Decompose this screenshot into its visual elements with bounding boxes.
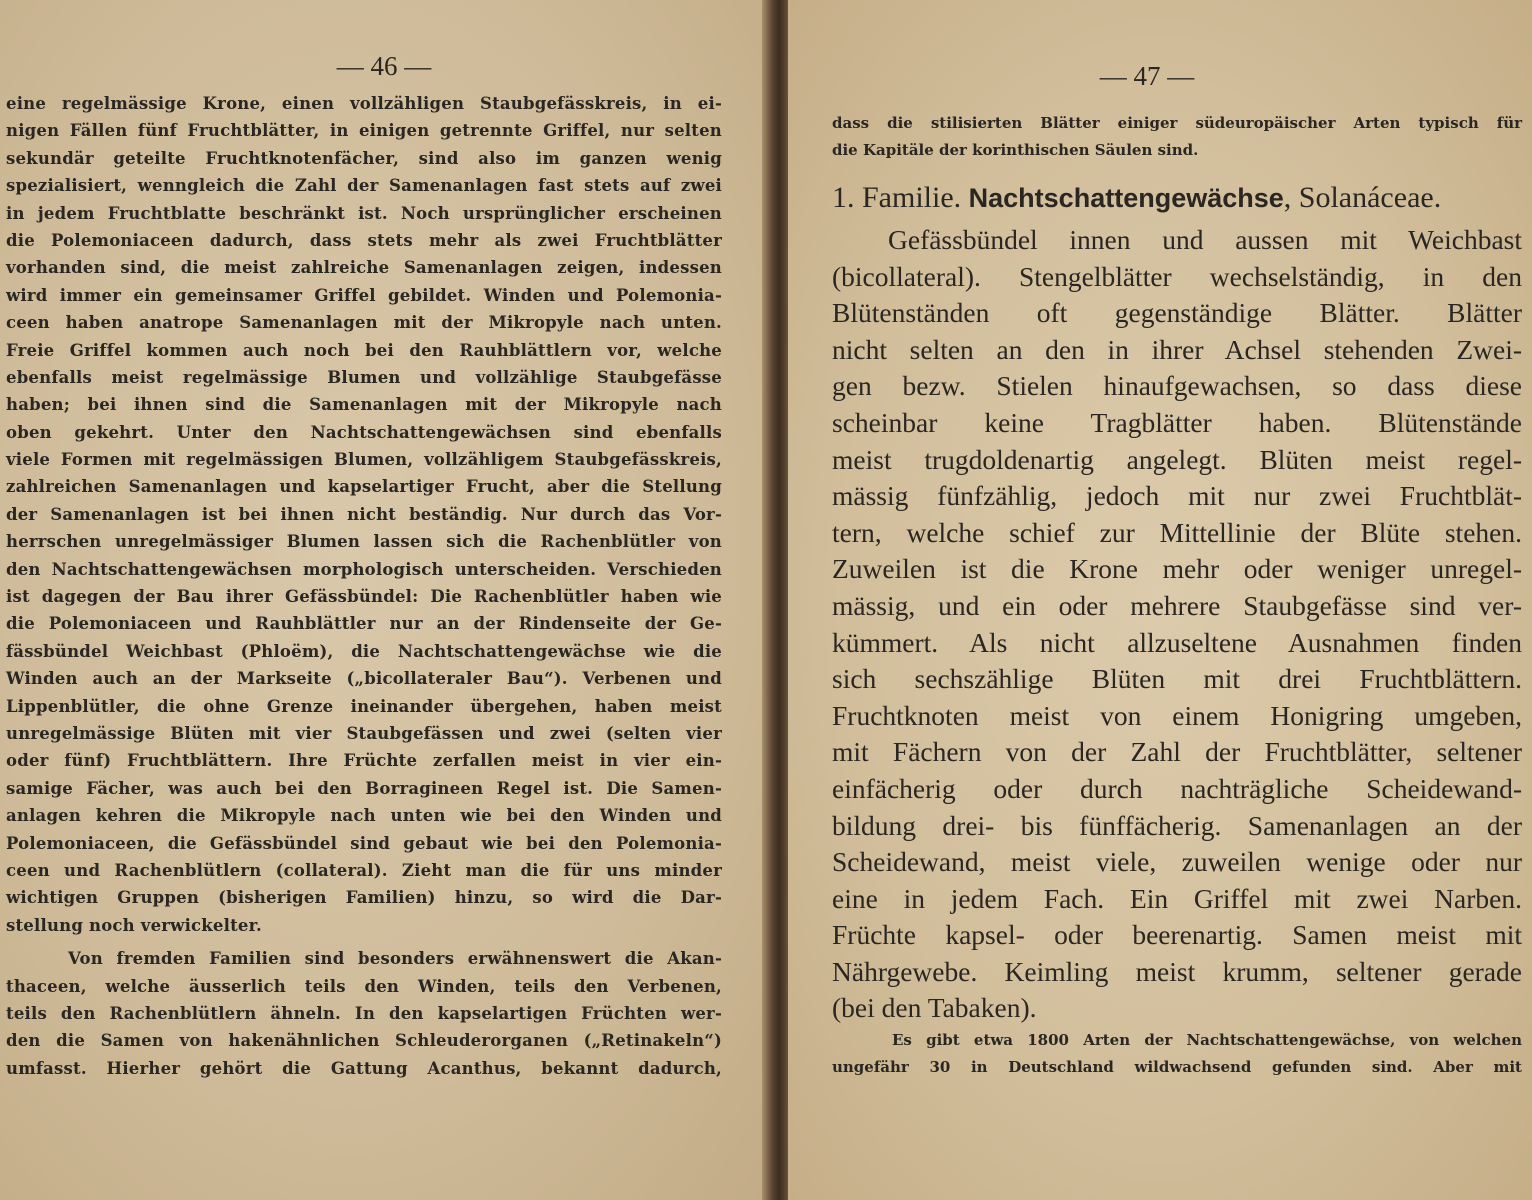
right-page-body [832,222,1522,1027]
text-line: gen bezw. Stielen hinaufgewachsen, so dass diese [832,370,1522,402]
heading-prefix: 1. Familie. [832,181,969,214]
page-number-left: — 46 — [336,51,432,81]
text-line: Zuweilen ist die Krone mehr oder weniger unregel- [832,553,1522,585]
text-line: oder fünf) Fruchtblättern. Ihre Früchte zerfallen meist in vier ein- [6,751,722,771]
text-line: eine regelmässige Krone, einen vollzähligen Staubgefässkreis, in ei- [6,94,722,113]
text-line: nicht selten an den in ihrer Achsel stehenden Zwei- [832,333,1522,365]
text-line: Freie Griffel kommen auch noch bei den Rauhblättlern vor, welche [6,340,722,360]
text-line: scheinbar keine Tragblätter haben. Blütenstände [832,406,1522,438]
text-line: die Polemoniaceen und Rauhblättler nur an der Rindenseite der Ge- [6,614,722,634]
text-line: eine in jedem Fach. Ein Griffel mit zwei Narben. [832,882,1522,914]
text-line: ist dagegen der Bau ihrer Gefässbündel: Die Rachenblütler haben wie [6,587,722,607]
text-line: unregelmässige Blüten mit vier Staubgefässen und zwei (selten vier [6,723,722,743]
text-line: Früchte kapsel- oder beerenartig. Samen meist mit [832,919,1522,951]
text-line: samige Fächer, was auch bei den Borragineen Regel ist. Die Samen- [6,778,722,798]
text-line: Nährgewebe. Keimling meist krumm, seltener gerade [832,955,1522,987]
text-line: zahlreichen Samenanlagen und kapselartiger Frucht, aber die Stellung [6,477,722,497]
text-line: bildung drei- bis fünffächerig. Samenanlagen an der [832,809,1522,841]
text-line: viele Formen mit regelmässigen Blumen, vollzähligem Staubgefässkreis, [6,450,722,470]
text-line: den die Samen von hakenähnlichen Schleuderorganen („Retinakeln“) [6,1031,722,1051]
text-line: Blütenständen oft gegenständige Blätter. Blätter [832,297,1522,329]
text-line: in jedem Fruchtblatte beschränkt ist. Noch ursprünglicher erscheinen [6,203,722,223]
left-page-text [6,90,722,1082]
text-line: sich sechszählige Blüten mit drei Fruchtblättern. [832,663,1522,695]
text-line: anlagen kehren die Mikropyle nach unten wie bei den Winden und [6,806,722,826]
family-heading [832,178,1522,218]
page-number-right: — 47 — [1099,61,1195,91]
text-line: herrschen unregelmässiger Blumen lassen sich die Rachenblütler von [6,532,722,552]
text-line: (bicollateral). Stengelblätter wechselständig, in den [832,260,1522,292]
text-line: die Polemoniaceen dadurch, dass stets mehr als zwei Fruchtblätter [6,230,722,250]
text-line: thaceen, welche äusserlich teils den Winden, teils den Verbenen, [6,976,722,996]
text-line: mässig, und ein oder mehrere Staubgefässe sind ver- [832,589,1522,621]
text-line: ebenfalls meist regelmässige Blumen und vollzählige Staubgefässe [6,367,722,387]
text-line: Fruchtknoten meist von einem Honigring umgeben, [832,699,1522,731]
text-line: Es gibt etwa 1800 Arten der Nachtschattengewächse, von welchen [892,1031,1522,1050]
text-line: sekundär geteilte Fruchtknotenfächer, sind also im ganzen wenig [6,148,722,168]
text-line: mässig fünfzählig, jedoch mit nur zwei Fruchtblät- [832,480,1522,512]
text-line: spezialisiert, wenngleich die Zahl der Samenanlagen fast stets auf zwei [6,176,722,196]
text-line: haben; bei ihnen sind die Samenanlagen mit der Mikropyle nach [6,395,722,415]
text-line: wichtigen Gruppen (bisherigen Familien) hinzu, so wird die Dar- [6,888,722,908]
text-line: einfächerig oder durch nachträgliche Scheidewand- [832,772,1522,804]
text-line: Polemoniaceen, die Gefässbündel sind gebaut wie bei den Polemonia- [6,833,722,853]
text-line: ungefähr 30 in Deutschland wildwachsend gefunden sind. Aber mit [832,1058,1522,1077]
text-line: vorhanden sind, die meist zahlreiche Samenanlagen zeigen, indessen [6,258,722,278]
text-line: oben gekehrt. Unter den Nachtschattengewächsen sind ebenfalls [6,422,722,442]
text-line: teils den Rachenblütlern ähneln. In den kapselartigen Früchten wer- [6,1003,722,1023]
text-line: fässbündel Weichbast (Phloëm), die Nachtschattengewächse wie die [6,641,722,661]
text-line: die Kapitäle der korinthischen Säulen sind. [832,141,1199,159]
text-line: meist trugdoldenartig angelegt. Blüten meist regel- [832,443,1522,475]
text-line: Gefässbündel innen und aussen mit Weichbast [888,224,1522,255]
text-line: Lippenblütler, die ohne Grenze ineinander übergehen, haben meist [6,696,722,716]
text-line: mit Fächern von der Zahl der Fruchtblätter, seltener [832,736,1522,768]
text-line: der Samenanlagen ist bei ihnen nicht beständig. Nur durch das Vor- [6,504,722,524]
text-line: (bei den Tabaken). [832,992,1037,1024]
right-page [788,0,1532,1200]
text-line: kümmert. Als nicht allzuseltene Ausnahmen finden [832,626,1522,658]
right-page-intro [832,110,1522,164]
text-line: dass die stilisierten Blätter einiger südeuropäischer Arten typisch für [832,114,1522,132]
text-line: ceen haben anatrope Samenanlagen mit der Mikropyle nach unten. [6,313,722,333]
heading-suffix: , Solanáceae. [1283,181,1442,214]
heading-family-name: Nachtschattengewächse [968,183,1284,213]
text-line: den Nachtschattengewächsen morphologisch unterscheiden. Verschieden [6,559,722,579]
text-line: umfasst. Hierher gehört die Gattung Acanthus, bekannt dadurch, [6,1058,722,1078]
text-line: ceen und Rachenblütlern (collateral). Zieht man die für uns minder [6,860,722,880]
text-line: Von fremden Familien sind besonders erwähnenswert die Akan- [68,949,722,969]
text-line: stellung noch verwickelter. [6,915,262,935]
text-line: Winden auch an der Markseite („bicollateraler Bau“). Verbenen und [6,669,722,689]
right-page-footer [832,1027,1522,1081]
text-line: wird immer ein gemeinsamer Griffel gebildet. Winden und Polemonia- [6,285,722,305]
text-line: Scheidewand, meist viele, zuweilen wenige oder nur [832,846,1522,878]
text-line: tern, welche schief zur Mittellinie der Blüte stehen. [832,516,1522,548]
text-line: nigen Fällen fünf Fruchtblätter, in einigen getrennte Griffel, nur selten [6,121,722,141]
